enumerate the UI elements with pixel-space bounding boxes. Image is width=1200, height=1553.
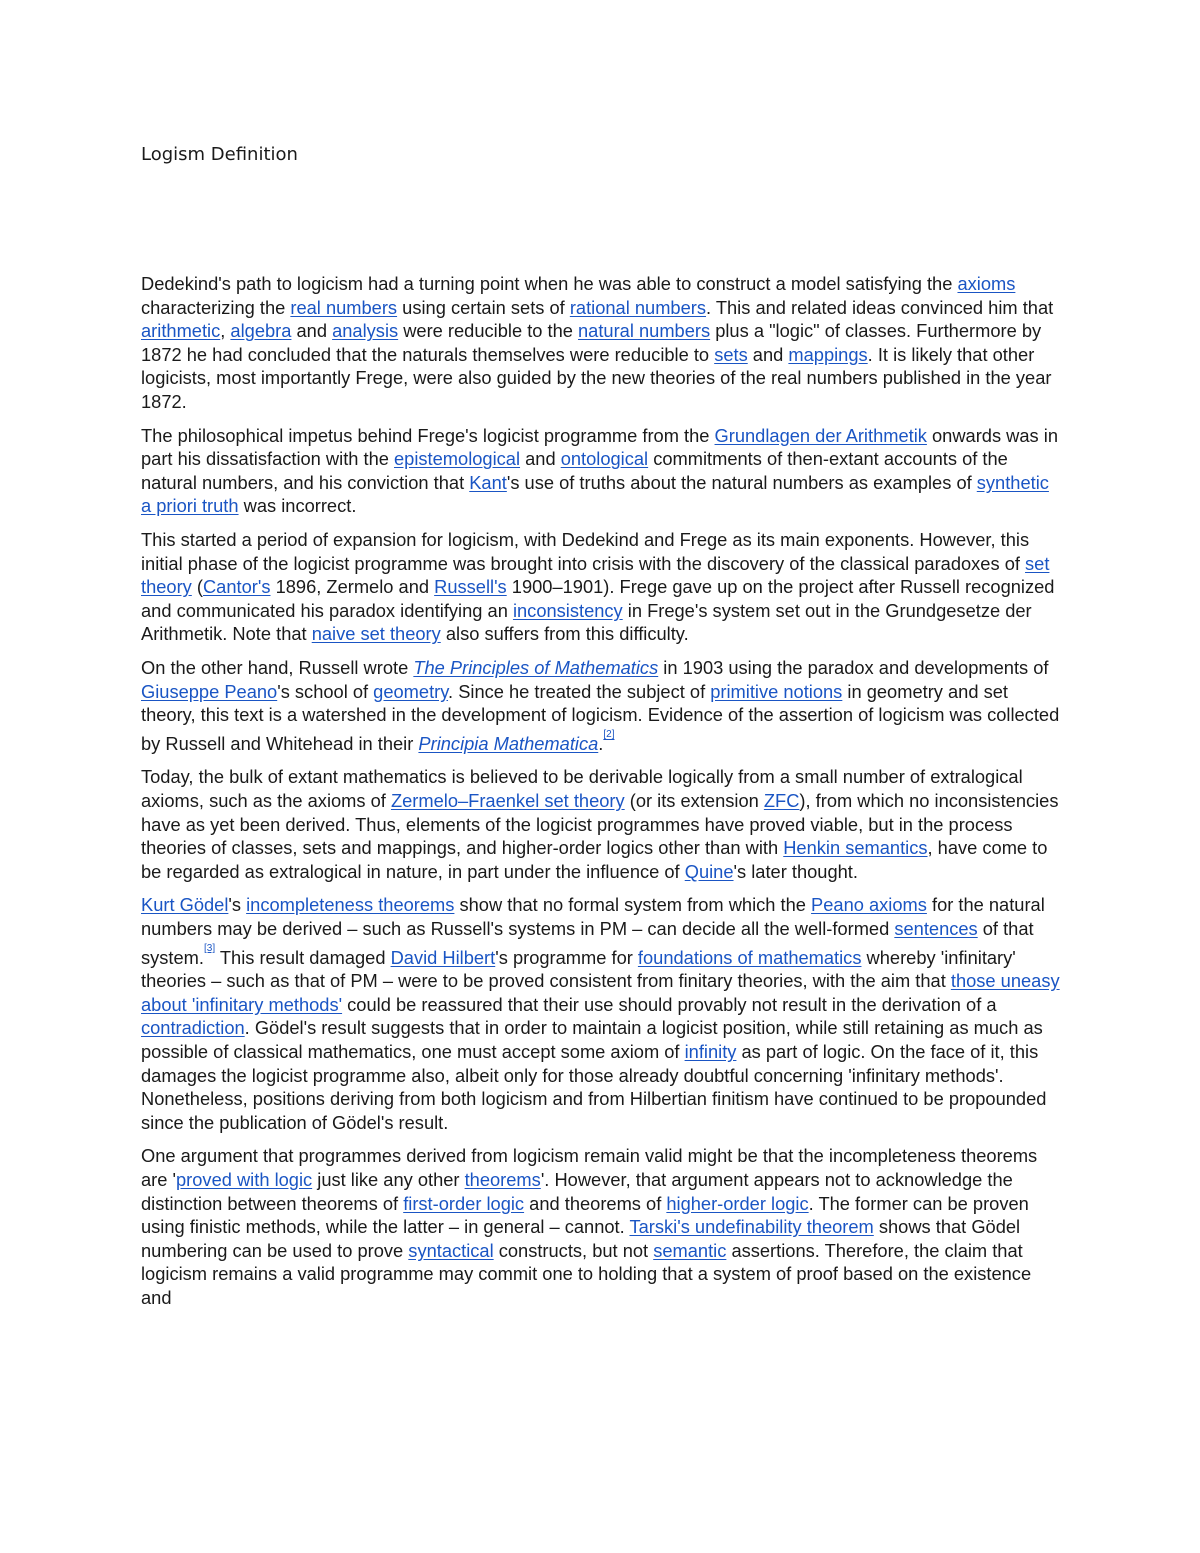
paragraph-text: could be reassured that their use should provably not result in the derivation of a [342, 993, 997, 1015]
paragraph-text: . The former can be proven using finistic methods, while the latter – in general – cannot. [141, 1192, 1029, 1238]
paragraph-text: . This and related ideas convinced him that [706, 296, 1054, 318]
hyperlink[interactable]: Peano axioms [811, 894, 927, 916]
hyperlink[interactable]: geometry [373, 680, 449, 702]
paragraph-text: was incorrect. [238, 495, 357, 517]
hyperlink[interactable]: rational numbers [569, 296, 706, 318]
hyperlink[interactable]: those uneasy about 'infinitary methods' [141, 970, 1060, 1015]
hyperlink[interactable]: Kant [469, 471, 507, 493]
paragraph-text: just like any other [312, 1168, 465, 1190]
paragraph [141, 893, 1061, 1134]
hyperlink[interactable]: theorems [464, 1168, 541, 1190]
paragraph-text: onwards was in part his dissatisfaction with the [141, 424, 1058, 470]
paragraph-text: also suffers from this difficulty. [440, 623, 689, 645]
hyperlink[interactable]: epistemological [394, 448, 521, 470]
hyperlink[interactable]: contradiction [141, 1017, 245, 1039]
paragraph-text: This started a period of expansion for logicism, with Dedekind and Frege as its main exponents. However, this initial phase of the logicist programme was brought into crisis with the discovery of the classical paradoxes of [141, 528, 1030, 574]
paragraph-text: Today, the bulk of extant mathematics is believed to be derivable logically from a small number of extralogical axioms, such as the axioms of [141, 766, 1023, 811]
paragraph-text: and [291, 320, 333, 342]
hyperlink[interactable]: sets [714, 343, 748, 365]
hyperlink[interactable]: Quine [684, 860, 734, 882]
hyperlink[interactable]: algebra [230, 320, 292, 342]
hyperlink[interactable]: syntactical [408, 1239, 494, 1261]
hyperlink[interactable]: higher-order logic [666, 1192, 809, 1214]
paragraph-text: , have come to be regarded as extralogical in nature, in part under the influence of [141, 837, 1048, 882]
paragraph [141, 424, 1061, 518]
hyperlink[interactable]: ZFC [763, 789, 800, 811]
hyperlink[interactable]: mappings [788, 343, 868, 365]
paragraph-text: in geometry and set theory, this text is a watershed in the development of logicism. Evidence of the assertion of logicism was collected by Russell and Whitehead in their [141, 680, 1060, 754]
paragraph-text: were reducible to the [398, 320, 579, 342]
hyperlink[interactable]: Kurt Gödel [141, 894, 229, 916]
document-body [141, 272, 1061, 1320]
hyperlink[interactable]: Principia Mathematica [418, 732, 599, 754]
paragraph-text: . It is likely that other logicists, most importantly Frege, were also guided by the new theories of the real numbers published in the year 1872. [141, 343, 1052, 412]
hyperlink[interactable]: infinity [684, 1041, 737, 1062]
paragraph [141, 528, 1061, 646]
paragraph [141, 1144, 1061, 1309]
document-title: Logism Definition [141, 144, 298, 165]
hyperlink[interactable]: Grundlagen der Arithmetik [714, 424, 927, 446]
paragraph-text: '. However, that argument appears not to acknowledge the distinction between theorems of [141, 1168, 1013, 1214]
footnote-marker [204, 944, 215, 961]
hyperlink[interactable]: ontological [560, 448, 649, 470]
hyperlink[interactable]: Russell's [434, 576, 507, 598]
paragraph-text: . [598, 732, 604, 754]
paragraph [141, 656, 1061, 755]
hyperlink[interactable]: real numbers [290, 296, 398, 318]
hyperlink[interactable]: foundations of mathematics [637, 946, 862, 968]
paragraph-text: in Frege's system set out in the Grundgesetze der Arithmetik. Note that [141, 599, 1032, 645]
paragraph-text: Dedekind's path to logicism had a turning point when he was able to construct a model satisfying the [141, 273, 958, 294]
hyperlink[interactable]: proved with logic [176, 1168, 313, 1190]
paragraph-text: show that no formal system from which the [454, 894, 812, 916]
hyperlink[interactable]: sentences [894, 917, 978, 939]
paragraph-text: The philosophical impetus behind Frege's logicist programme from the [141, 424, 715, 446]
paragraph-text: , [220, 320, 231, 342]
hyperlink[interactable]: axioms [957, 273, 1016, 294]
hyperlink[interactable]: primitive notions [710, 680, 843, 702]
paragraph-text: and [520, 448, 561, 470]
paragraph-text: (or its extension [624, 789, 764, 811]
hyperlink[interactable]: inconsistency [512, 599, 623, 621]
paragraph-text: for the natural numbers may be derived – such as Russell's systems in PM – can decide all the well-formed [141, 894, 1045, 939]
paragraph-text: 1896, Zermelo and [270, 576, 435, 598]
paragraph-text: commitments of then-extant accounts of the natural numbers, and his conviction that [141, 448, 1008, 493]
footnote-link[interactable]: [3] [203, 942, 216, 954]
paragraph-text: . Gödel's result suggests that in order to maintain a logicist position, while still retaining as much as possible of classical mathematics, one must accept some axiom of [141, 1017, 1043, 1062]
hyperlink[interactable]: Giuseppe Peano [141, 680, 278, 702]
paragraph-text: using certain sets of [397, 296, 570, 318]
paragraph-text: On the other hand, Russell wrote [141, 656, 414, 678]
hyperlink[interactable]: Cantor's [202, 576, 271, 598]
paragraph-text: whereby 'infinitary' theories – such as that of PM – were to be proved consistent from finitary theories, with the aim that [141, 946, 1016, 992]
paragraph-text: of that system. [141, 917, 1034, 968]
hyperlink[interactable]: analysis [332, 320, 399, 342]
paragraph [141, 272, 1061, 414]
paragraph-text: 's use of truths about the natural numbers as examples of [506, 471, 977, 493]
footnote-marker [603, 730, 614, 747]
paragraph-text: 's school of [277, 680, 374, 702]
hyperlink[interactable]: David Hilbert [390, 946, 496, 968]
paragraph-text: and [747, 343, 789, 365]
paragraph-text: plus a "logic" of classes. Furthermore by 1872 he had concluded that the naturals themselves were reducible to [141, 320, 1042, 365]
hyperlink[interactable]: Tarski's undefinability theorem [629, 1216, 874, 1238]
paragraph-text: in 1903 using the paradox and developments of [658, 656, 1049, 678]
hyperlink[interactable]: Henkin semantics [783, 837, 928, 859]
hyperlink[interactable]: incompleteness theorems [246, 894, 455, 916]
hyperlink[interactable]: The Principles of Mathematics [413, 656, 659, 678]
hyperlink[interactable]: arithmetic [141, 320, 221, 342]
paragraph-text: characterizing the [141, 296, 291, 318]
paragraph-text: 's later thought. [733, 860, 858, 882]
footnote-link[interactable]: [2] [603, 728, 615, 740]
paragraph-text: This result damaged [215, 946, 391, 968]
hyperlink[interactable]: natural numbers [578, 320, 711, 342]
hyperlink[interactable]: set theory [141, 552, 1050, 598]
paragraph-text: One argument that programmes derived from logicism remain valid might be that the incompleteness theorems are ' [141, 1145, 1038, 1190]
hyperlink[interactable]: Zermelo–Fraenkel set theory [390, 789, 625, 811]
paragraph-text: as part of logic. On the face of it, this damages the logicist programme also, albeit only for those already doubtful concerning 'infinitary methods'. Nonetheless, positions deriving from both logicism and from Hilbertian finitism have continued to be propounded since the publication of Gödel's result. [141, 1041, 1047, 1133]
hyperlink[interactable]: naive set theory [311, 623, 441, 645]
paragraph-text: assertions. Therefore, the claim that logicism remains a valid programme may commit one to holding that a system of proof based on the existence and [141, 1239, 1032, 1308]
paragraph-text: 's programme for [495, 946, 638, 968]
paragraph-text: and theorems of [524, 1192, 667, 1214]
hyperlink[interactable]: first-order logic [403, 1192, 525, 1214]
hyperlink[interactable]: semantic [653, 1239, 727, 1261]
paragraph-text: . Since he treated the subject of [448, 680, 711, 702]
paragraph-text: shows that Gödel numbering can be used to prove [141, 1216, 1021, 1261]
paragraph-text: 1900–1901). Frege gave up on the project after Russell recognized and communicated his paradox identifying an [141, 576, 1055, 621]
paragraph-text: ), from which no inconsistencies have as yet been derived. Thus, elements of the logicist programmes have proved viable, but in the process theories of classes, sets and mappings, and higher-order logics other than with [141, 789, 1059, 859]
paragraph [141, 765, 1061, 883]
paragraph-text: constructs, but not [493, 1239, 654, 1261]
hyperlink[interactable]: synthetic a priori truth [141, 471, 1049, 517]
paragraph-text: ( [191, 576, 203, 598]
paragraph-text: 's [228, 894, 247, 916]
